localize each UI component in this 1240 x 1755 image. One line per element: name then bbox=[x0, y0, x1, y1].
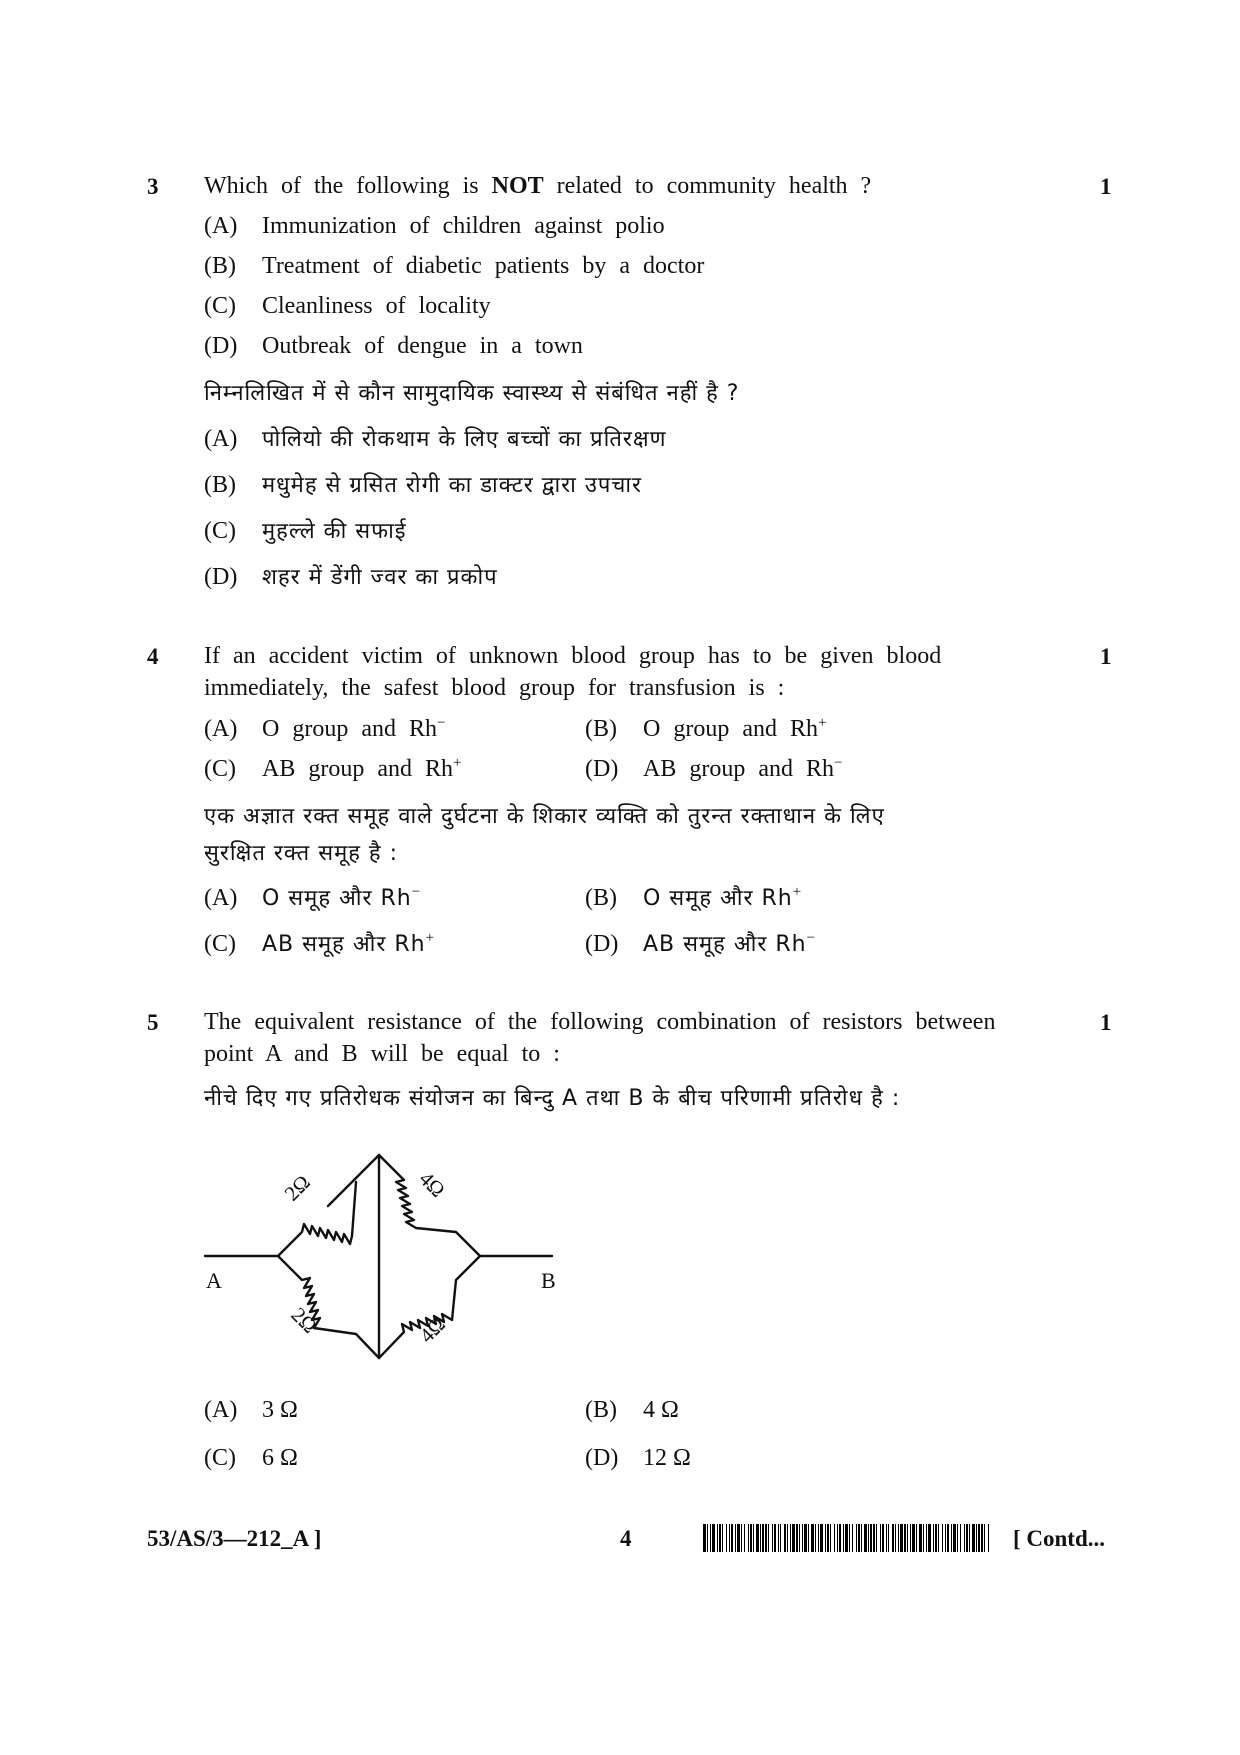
question-text-post: related to community health ? bbox=[543, 173, 872, 199]
option-en: (A) Immunization of children against polio bbox=[204, 213, 665, 239]
option-hi: (D) शहर में डेंगी ज्वर का प्रकोप bbox=[204, 564, 498, 590]
option-en: (A) O group and Rh− bbox=[204, 715, 446, 742]
page-number: 4 bbox=[620, 1526, 632, 1551]
option: (A) 3 Ω bbox=[204, 1397, 298, 1423]
paper-code: 53/AS/3—212_A ] bbox=[147, 1526, 322, 1551]
option: (C) 6 Ω bbox=[204, 1445, 298, 1471]
option-en: (C) AB group and Rh+ bbox=[204, 755, 462, 782]
question-number: 4 bbox=[147, 644, 159, 669]
question-text-pre: Which of the following is bbox=[204, 173, 492, 199]
option-hi: (B) मधुमेह से ग्रसित रोगी का डाक्टर द्वारा उपचार bbox=[204, 472, 643, 498]
resistor-label-bottom-right: 4Ω bbox=[414, 1312, 450, 1348]
option-en: (C) Cleanliness of locality bbox=[204, 293, 491, 319]
option: (D) 12 Ω bbox=[585, 1445, 691, 1471]
resistor-bottom-left bbox=[278, 1256, 379, 1358]
option-hi: (A) पोलियो की रोकथाम के लिए बच्चों का प्रतिरक्षण bbox=[204, 426, 667, 452]
question-text-hi: निम्नलिखित में से कौन सामुदायिक स्वास्थ्य से संबंधित नहीं है ? bbox=[204, 381, 740, 406]
option-en: (B) O group and Rh+ bbox=[585, 715, 827, 742]
question-marks: 1 bbox=[1100, 1010, 1112, 1035]
question-text-en: point A and B will be equal to : bbox=[204, 1041, 560, 1067]
resistor-label-top-right: 4Ω bbox=[414, 1166, 450, 1202]
option-hi: (A) O समूह और Rh− bbox=[204, 884, 421, 911]
option-en: (B) Treatment of diabetic patients by a doctor bbox=[204, 253, 705, 279]
option-en: (D) Outbreak of dengue in a town bbox=[204, 333, 583, 359]
option: (B) 4 Ω bbox=[585, 1397, 679, 1423]
resistor-top-left bbox=[278, 1155, 379, 1256]
question-text-bold: NOT bbox=[491, 173, 544, 199]
option-en: (D) AB group and Rh− bbox=[585, 755, 843, 782]
option-hi: (C) मुहल्ले की सफाई bbox=[204, 518, 407, 544]
point-b-label: B bbox=[541, 1268, 556, 1293]
question-text-hi: नीचे दिए गए प्रतिरोधक संयोजन का बिन्दु A तथा B के बीच परिणामी प्रतिरोध है : bbox=[204, 1086, 901, 1111]
question-text-hi: एक अज्ञात रक्त समूह वाले दुर्घटना के शिकार व्यक्ति को तुरन्त रक्ताधान के लिए bbox=[204, 804, 885, 829]
question-marks: 1 bbox=[1100, 644, 1112, 669]
question-number: 5 bbox=[147, 1010, 159, 1035]
question-text-en: The equivalent resistance of the following combination of resistors between bbox=[204, 1009, 996, 1035]
barcode bbox=[703, 1524, 990, 1552]
option-hi: (D) AB समूह और Rh− bbox=[585, 930, 816, 957]
question-marks: 1 bbox=[1100, 174, 1112, 199]
contd-label: [ Contd... bbox=[1013, 1526, 1106, 1551]
option-hi: (C) AB समूह और Rh+ bbox=[204, 930, 435, 957]
question-text-en: immediately, the safest blood group for transfusion is : bbox=[204, 675, 785, 701]
point-a-label: A bbox=[206, 1268, 222, 1293]
option-hi: (B) O समूह और Rh+ bbox=[585, 884, 802, 911]
resistor-label-bottom-left: 2Ω bbox=[286, 1302, 322, 1338]
barcode-stripe bbox=[989, 1524, 990, 1552]
question-text-en bbox=[204, 173, 871, 200]
resistor-label-top-left: 2Ω bbox=[279, 1170, 315, 1206]
resistor-circuit-diagram bbox=[190, 1140, 590, 1380]
question-text-hi: सुरक्षित रक्त समूह है : bbox=[204, 841, 398, 866]
question-text-en: If an accident victim of unknown blood group has to be given blood bbox=[204, 643, 942, 669]
question-number: 3 bbox=[147, 174, 159, 199]
